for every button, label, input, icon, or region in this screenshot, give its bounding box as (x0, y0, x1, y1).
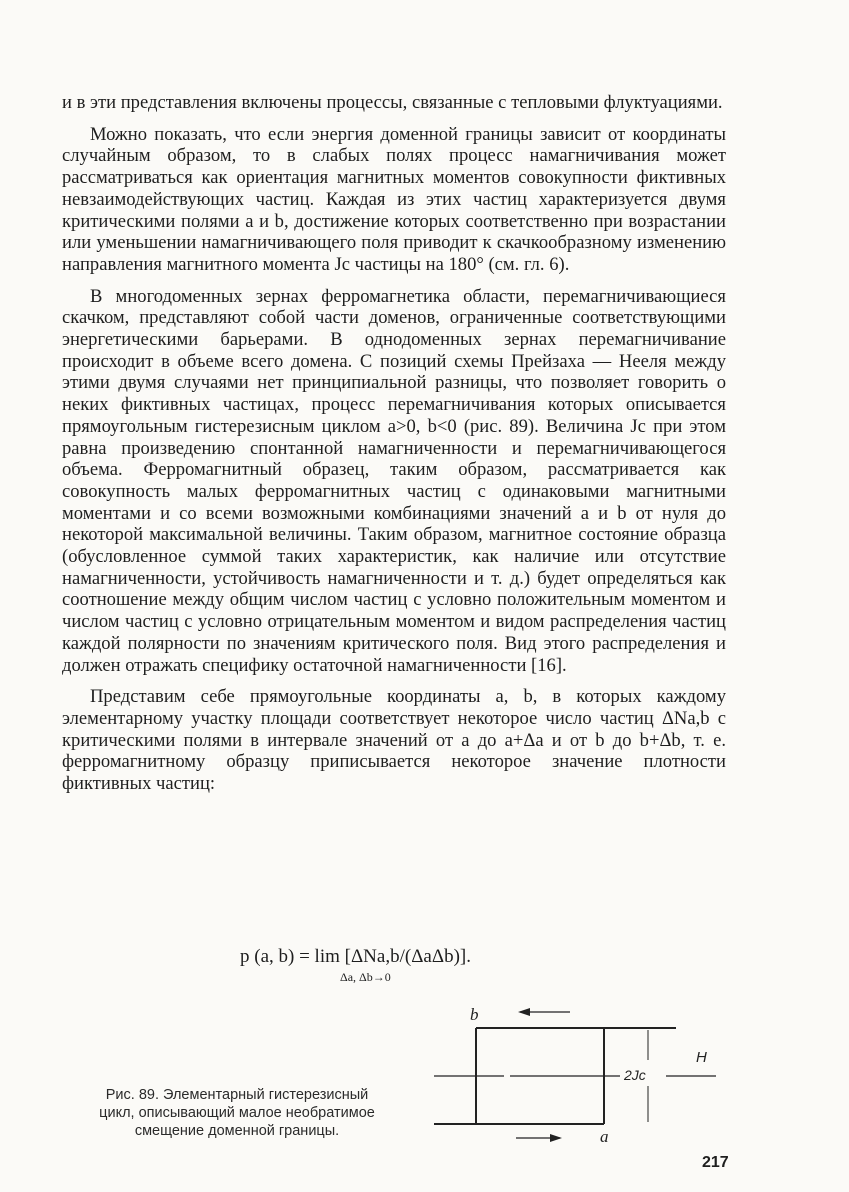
body-text (62, 92, 726, 805)
arrow-left-head (518, 1008, 530, 1016)
hysteresis-loop-diagram (420, 1000, 720, 1150)
paragraph-3: В многодоменных зернах ферромагнетика области, перемагничивающиеся скачком, представляют собой части доменов, ограниченные соответствующими энергетическими барьерами. В однодоменных зернах перемагничивание происходит в объеме всего домена. С позиций схемы Прейзаха — Нееля между этими двумя случаями нет принципиальной разницы, что позволяет говорить о неких фиктивных частицах, процесс перемагничивания которых описывается прямоугольным гистерезисным циклом a>0, b<0 (рис. 89). Величина Jc при этом равна произведению спонтанной намагниченности и перемагничивающегося объема. Ферромагнитный образец, таким образом, рассматривается как совокупность малых ферромагнитных частиц с одинаковыми магнитными моментами и со всеми возможными комбинациями значений a и b от нуля до некоторой максимальной величины. Таким образом, магнитное состояние образца (обусловленное суммой таких характеристик, как наличие или отсутствие намагниченности, устойчивость намагниченности и т. д.) будет определяться как соотношение между общим числом частиц с условно положительным моментом и числом частиц с условно отрицательным моментом и видом распределения частиц каждой полярности по значениям критического поля. Вид этого распределения и должен отражать специфику остаточной намагниченности [16]. (62, 285, 726, 676)
paragraph-2: Можно показать, что если энергия доменной границы зависит от координаты случайным образом, то в слабых полях процесс намагничивания может рассматриваться как ориентация магнитных моментов совокупности фиктивных невзаимодействующих частиц. Каждая из этих частиц характеризуется двумя критическими полями a и b, достижение которых соответственно при возрастании или уменьшении намагничивающего поля приводит к скачкообразному изменению направления магнитного момента Jc частицы на 180° (см. гл. 6). (62, 123, 726, 275)
label-b: b (470, 1005, 479, 1024)
paragraph-4: Представим себе прямоугольные координаты a, b, в которых каждому элементарному участку площади соответствует некоторое число частиц ΔNa,b с критическими полями в интервале значений от a до a+Δa и от b до b+Δb, т. е. ферромагнитному образцу приписывается некоторое значение плотности фиктивных частиц: (62, 686, 726, 795)
arrow-right-head (550, 1134, 562, 1142)
formula-main: p (a, b) = lim [ΔNa,b/(ΔaΔb)]. (240, 946, 471, 967)
label-a: a (600, 1127, 609, 1146)
formula-limit-subscript: Δa, Δb→0 (340, 970, 391, 984)
label-h: H (696, 1049, 707, 1066)
page-number: 217 (702, 1154, 729, 1171)
label-2jc: 2Jc (624, 1067, 646, 1083)
figure-caption: Рис. 89. Элементарный гистерезисный цикл, описывающий малое необратимое смещение доменной границы. (99, 1087, 375, 1139)
density-formula (240, 946, 620, 986)
paragraph-1: и в эти представления включены процессы, связанные с тепловыми флуктуациями. (62, 92, 723, 113)
